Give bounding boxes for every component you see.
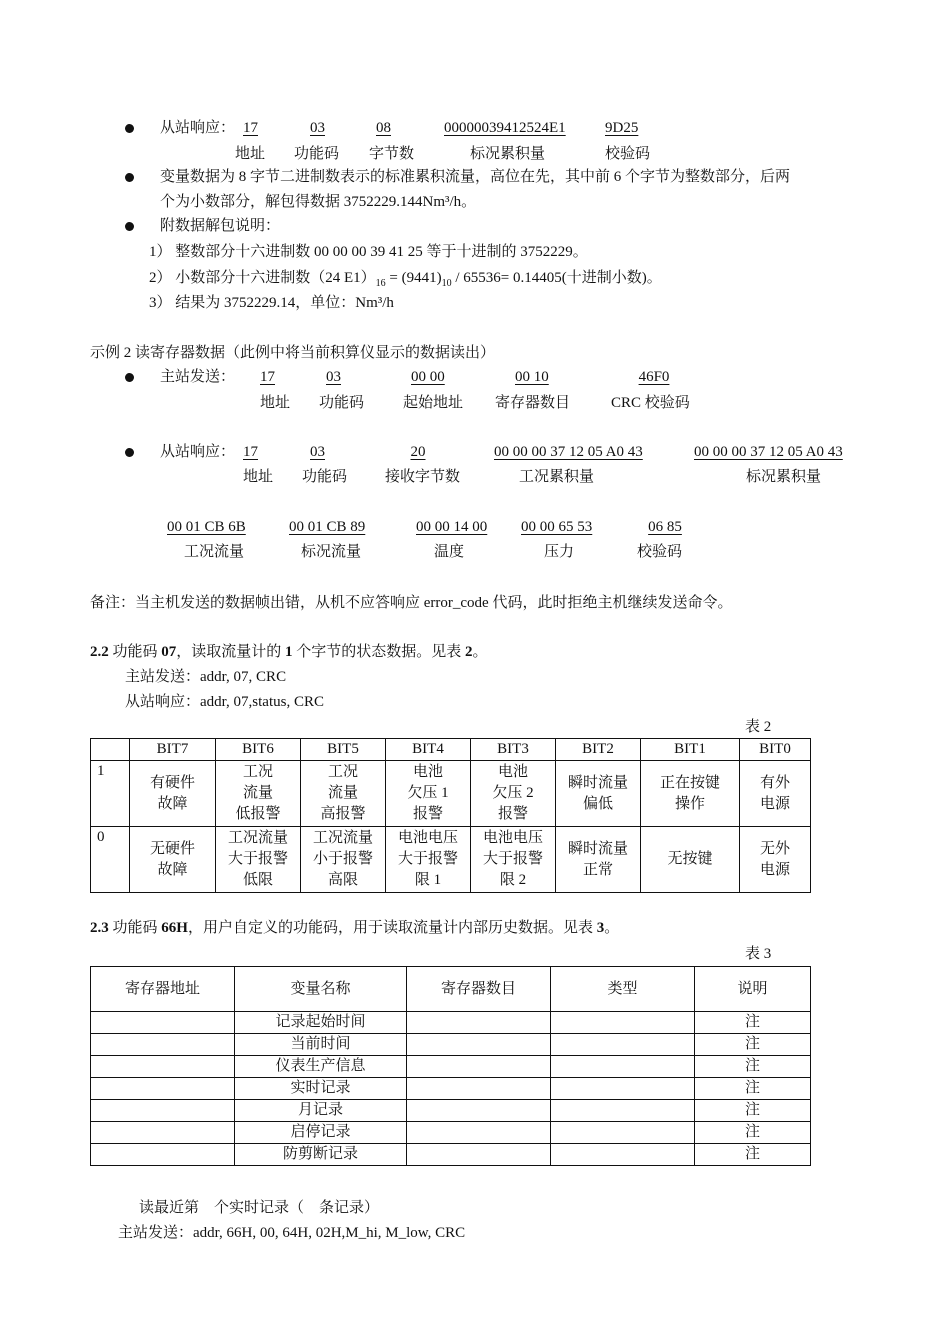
table-cell [407,1012,551,1034]
master-caption-address: 地址 [260,395,291,411]
table-2-label: 表 2 [745,719,772,735]
slave-value-function-code: 03 [310,444,325,460]
cell-line: 瞬时流量 [567,840,628,857]
table-3-label: 表 3 [745,946,772,962]
slave-value-address: 17 [243,444,258,460]
example2-title: 示例 2 读寄存器数据（此例中将当前积算仪显示的数据读出） [90,345,496,361]
table-cell [91,1078,235,1100]
value-function-code: 03 [310,120,325,136]
note-cell: 注 [695,1056,811,1078]
cell-line: 流量 [327,785,358,801]
slave-caption-pressure: 压力 [544,544,575,560]
slave-value-std-accumulated: 00 00 00 37 12 05 A0 43 [694,444,843,460]
table-cell [641,761,740,827]
byte-count: 1 [285,644,293,660]
caption-byte-count: 字节数 [369,146,415,162]
bullet-dot [125,173,134,182]
heading-text: ，用户自定义的功能码，用于读取流量计内部历史数据。见表 [187,920,597,936]
slave-value-work-flow: 00 01 CB 6B [167,519,246,535]
heading-text: 。 [604,920,620,936]
table-cell [407,1122,551,1144]
cell-line: 无按键 [667,851,713,867]
header-cell: BIT6 [216,739,301,761]
cell-line: 报警 [497,806,528,822]
cell-line: 故障 [157,861,188,878]
master-caption-crc: CRC 校验码 [611,395,690,411]
section-2-3-heading [90,919,619,937]
cell-line: 欠压 1 [407,785,449,801]
cell-line: 电池 [497,764,528,780]
unpack-title: 附数据解包说明： [160,218,281,234]
table-cell [556,761,641,827]
cell-line: 流量 [242,785,273,801]
cell-line: 限 1 [414,872,442,888]
note-cell: 注 [695,1100,811,1122]
read-recent-record-line: 读最近第 个实时记录（ 条记录） [139,1200,380,1216]
table-cell [91,1144,235,1166]
table-cell [551,1144,695,1166]
note-cell: 注 [695,1144,811,1166]
header-cell: BIT5 [301,739,386,761]
header-cell: BIT7 [130,739,216,761]
cell-line: 大于报警 [397,851,458,867]
slave-caption-checksum-2: 校验码 [637,544,683,560]
cell-line: 电源 [759,795,790,812]
table-row [91,1100,811,1122]
cell-line: 操作 [674,795,705,812]
note-cell: 注 [695,1034,811,1056]
note-cell: 注 [695,1078,811,1100]
variable-name-cell: 月记录 [235,1100,407,1122]
section-number: 2.2 [90,644,109,660]
cell-line: 低报警 [235,806,281,822]
unpack-item-2 [149,269,662,293]
table-cell [301,761,386,827]
variable-name-cell: 当前时间 [235,1034,407,1056]
variable-name-cell: 启停记录 [235,1122,407,1144]
header-cell: BIT3 [471,739,556,761]
cell-line: 小于报警 [312,851,373,867]
table-cell [471,761,556,827]
slave-caption-work-accumulated: 工况累积量 [519,469,595,485]
section-2-2-heading [90,643,488,661]
table-cell [130,827,216,893]
heading-text: ，读取流量计的 [176,644,286,660]
header-cell: 类型 [551,967,695,1012]
table-cell [551,1034,695,1056]
heading-text: 功能码 [108,920,162,936]
variable-name-cell: 防剪断记录 [235,1144,407,1166]
bullet-dot [125,222,134,231]
remark-note: 备注：当主机发送的数据帧出错，从机不应答响应 error_code 代码，此时拒绝主机继续发送命令。 [90,595,733,611]
table-cell [216,761,301,827]
master-send-label: 主站发送： [160,369,236,385]
footer-master-send-line: 主站发送：addr, 66H, 00, 64H, 02H,M_hi, M_low, CRC [118,1225,466,1241]
slave-caption-std-accumulated: 标况累积量 [746,469,822,485]
header-cell: 说明 [695,967,811,1012]
cell-line: 有外 [759,774,790,791]
table-cell [407,1100,551,1122]
slave-response-label-2: 从站响应： [160,444,236,460]
history-data-table [90,966,811,1166]
section-number: 2.3 [90,920,109,936]
heading-text: 。 [472,644,488,660]
table-cell [407,1144,551,1166]
slave-value-byte-count: 20 [410,444,426,460]
table-ref: 3 [596,920,605,936]
cell-line: 电池 [412,764,443,780]
unpack-item-1: 1） 整数部分十六进制数 00 00 00 39 41 25 等于十进制的 3752229。 [149,244,588,260]
table-cell [641,827,740,893]
master-caption-start-address: 起始地址 [403,395,464,411]
caption-checksum: 校验码 [605,146,651,162]
slave-response-label: 从站响应： [160,120,236,136]
cell-line: 报警 [412,806,443,822]
slave-caption-temperature: 温度 [434,544,465,560]
unpack-item-2-part-c: / 65536= 0.14405(十进制小数)。 [451,270,662,286]
variable-data-desc-line1: 变量数据为 8 字节二进制数表示的标准累积流量，高位在先，其中前 6 个字节为整数部分，后两 [160,169,791,185]
cell-line: 高报警 [320,806,366,822]
master-value-register-count: 00 10 [515,369,549,385]
function-code: 07 [161,644,177,660]
cell-line: 限 2 [499,872,527,888]
table-cell [91,1056,235,1078]
variable-name-cell: 记录起始时间 [235,1012,407,1034]
table-cell [551,1122,695,1144]
master-value-function-code: 03 [326,369,341,385]
cell-line: 电池电压 [482,830,543,846]
master-caption-function-code: 功能码 [319,395,365,411]
note-cell: 注 [695,1012,811,1034]
cell-line: 无硬件 [149,840,195,857]
cell-line: 大于报警 [482,851,543,867]
slave-caption-std-flow: 标况流量 [301,544,362,560]
master-value-crc: 46F0 [638,369,670,385]
table-row [91,1122,811,1144]
table-row [91,1034,811,1056]
table-cell [130,761,216,827]
table-cell [551,1056,695,1078]
header-cell: 寄存器地址 [91,967,235,1012]
cell-line: 正常 [582,861,613,878]
caption-std-accumulated: 标况累积量 [470,146,546,162]
cell-line: 电池电压 [397,830,458,846]
variable-data-desc-line2: 个为小数部分，解包得数据 3752229.144Nm³/h。 [160,194,477,210]
table-cell [551,1012,695,1034]
value-byte-count: 08 [376,120,391,136]
heading-text: 功能码 [108,644,162,660]
note-cell: 注 [695,1122,811,1144]
header-cell: 变量名称 [235,967,407,1012]
table-cell [91,1100,235,1122]
unpack-item-2-part-b: = (9441) [385,270,442,286]
master-value-start-address: 00 00 [411,369,445,385]
header-cell: BIT0 [740,739,811,761]
table-ref: 2 [465,644,473,660]
heading-text: 个字节的状态数据。见表 [292,644,466,660]
table-cell [551,1100,695,1122]
table-row [91,1012,811,1034]
section-2-2-slave-line: 从站响应：addr, 07,status, CRC [125,694,324,710]
unpack-item-2-part-a: 2） 小数部分十六进制数（24 E1） [149,270,376,286]
table-cell [91,1012,235,1034]
cell-line: 大于报警 [227,851,288,867]
value-std-accumulated: 00000039412524E1 [444,120,566,136]
table-row [91,761,811,827]
table-cell [386,827,471,893]
cell-line: 瞬时流量 [567,774,628,791]
cell-line: 工况 [327,764,358,780]
value-address: 17 [243,120,258,136]
header-cell [91,739,130,761]
table-row [91,827,811,893]
table-cell [740,761,811,827]
row-key: 0 [91,827,130,893]
table-cell [471,827,556,893]
cell-line: 正在按键 [659,774,720,791]
slave-caption-address: 地址 [243,469,274,485]
variable-name-cell: 仪表生产信息 [235,1056,407,1078]
caption-address: 地址 [235,146,266,162]
table-row [91,1078,811,1100]
value-checksum: 9D25 [605,120,639,136]
table-cell [740,827,811,893]
function-code: 66H [161,920,188,936]
table-cell [386,761,471,827]
bullet-dot [125,373,134,382]
row-key: 1 [91,761,130,827]
slave-value-std-flow: 00 01 CB 89 [289,519,366,535]
table-cell [407,1078,551,1100]
header-cell: BIT4 [386,739,471,761]
slave-caption-byte-count: 接收字节数 [385,469,461,485]
cell-line: 工况流量 [227,830,288,846]
table-cell [301,827,386,893]
slave-value-checksum-2: 06 85 [648,519,682,535]
cell-line: 偏低 [582,795,613,812]
table-cell [407,1034,551,1056]
cell-line: 电源 [759,861,790,878]
header-cell: BIT2 [556,739,641,761]
status-bits-table [90,738,811,893]
subscript-16: 16 [375,278,386,289]
unpack-item-3: 3） 结果为 3752229.14，单位：Nm³/h [149,295,394,311]
cell-line: 低限 [242,872,273,888]
master-caption-register-count: 寄存器数目 [495,395,571,411]
slave-value-temperature: 00 00 14 00 [416,519,488,535]
cell-line: 工况流量 [312,830,373,846]
master-value-address: 17 [260,369,275,385]
variable-name-cell: 实时记录 [235,1078,407,1100]
slave-caption-function-code: 功能码 [302,469,348,485]
cell-line: 有硬件 [149,774,195,791]
slave-caption-work-flow: 工况流量 [184,544,245,560]
table-cell [91,1034,235,1056]
bullet-dot [125,448,134,457]
header-cell: BIT1 [641,739,740,761]
header-cell: 寄存器数目 [407,967,551,1012]
bullet-dot [125,124,134,133]
table-cell [551,1078,695,1100]
section-2-2-master-line: 主站发送：addr, 07, CRC [125,669,287,685]
table-cell [407,1056,551,1078]
cell-line: 欠压 2 [492,785,534,801]
table-row [91,1144,811,1166]
cell-line: 工况 [242,764,273,780]
slave-value-pressure: 00 00 65 53 [521,519,593,535]
cell-line: 故障 [157,795,188,812]
table-cell [556,827,641,893]
slave-value-work-accumulated: 00 00 00 37 12 05 A0 43 [494,444,643,460]
table-header-row [91,739,811,761]
table-cell [91,1122,235,1144]
cell-line: 无外 [759,840,790,857]
table-row [91,1056,811,1078]
subscript-10: 10 [441,278,452,289]
table-header-row [91,967,811,1012]
table-cell [216,827,301,893]
cell-line: 高限 [327,872,358,888]
caption-function-code: 功能码 [294,146,340,162]
